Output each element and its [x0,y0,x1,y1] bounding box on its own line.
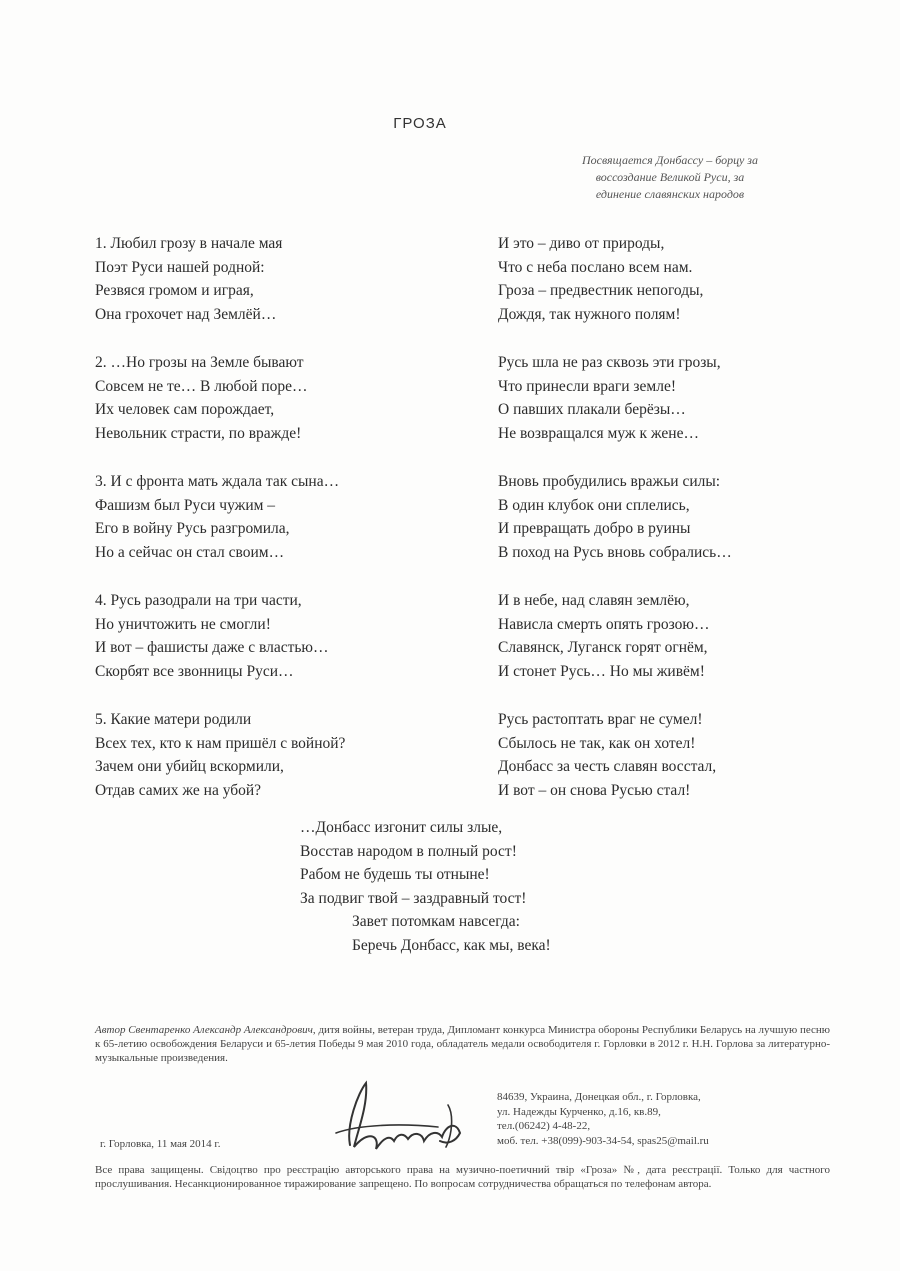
stanza [498,351,828,445]
stanza [498,470,828,564]
poem-line: 3. И с фронта мать ждала так сына… [95,473,340,490]
poem-right-column [498,232,828,827]
author-signature [328,1075,478,1155]
poem-line: 5. Какие матери родили [95,711,252,728]
poem-line: Славянск, Луганск горят огнём, [498,639,708,656]
poem-line: Зачем они убийц вскормили, [95,758,284,775]
poem-line: О павших плакали берёзы… [498,401,686,418]
stanza [95,470,445,564]
poem-line: 4. Русь разодрали на три части, [95,592,302,609]
poem-line: Поэт Руси нашей родной: [95,258,265,276]
address-line: тел.(06242) 4-48-22, [497,1120,591,1132]
poem-line: Гроза – предвестник непогоды, [498,282,704,299]
dedication-line: единение славянских народов [595,187,745,201]
author-note [95,1023,830,1065]
finale-line: Рабом не будешь ты отныне! [300,866,490,883]
author-address [497,1090,709,1148]
poem-finale [300,816,551,957]
poem-line: Что с неба послано всем нам. [498,258,693,276]
address-line: 84639, Украина, Донецкая обл., г. Горловка, [497,1091,701,1103]
dedication-line: воссоздание Великой Руси, за [595,170,745,184]
stanza [95,351,445,445]
poem-line: Их человек сам порождает, [95,401,275,418]
poem-line: Нависла смерть опять грозою… [498,615,710,633]
poem-line: Сбылось не так, как он хотел! [498,734,696,752]
poem-line: В поход на Русь вновь собрались… [498,543,732,561]
finale-line: Завет потомкам навсегда: [352,913,520,930]
poem-line: Русь шла не раз сквозь эти грозы, [498,354,721,371]
poem-line: 1. Любил грозу в начале мая [95,235,283,252]
poem-title: ГРОЗА [393,115,447,132]
poem-line: Невольник страсти, по вражде! [95,424,302,442]
address-line: моб. тел. +38(099)-903-34-54, spas25@mail.ru [497,1134,709,1147]
poem-line: Отдав самих же на убой? [95,781,262,799]
poem-line: И вот – фашисты даже с властью… [95,639,329,656]
copyright-notice [95,1163,830,1191]
poem-line: В один клубок они сплелись, [498,496,690,514]
rights-part2: , дата реєстрації [637,1164,720,1176]
stanza [498,589,828,683]
stanza [95,708,445,802]
poem-line: И в небе, над славян землёю, [498,592,690,609]
dedication-line: Посвящается Донбассу – борцу за [582,153,758,167]
address-line: ул. Надежды Курченко, д.16, кв.89, [497,1105,661,1118]
poem-line: И это – диво от природы, [498,235,665,252]
poem-line: Совсем не те… В любой поре… [95,377,308,395]
poem-line: Всех тех, кто к нам пришёл с войной? [95,734,346,752]
author-note-prefix: Автор [95,1024,129,1036]
poem-line: Что принесли враги земле! [498,377,677,395]
poem-line: Но а сейчас он стал своим… [95,543,285,561]
finale-line: …Донбасс изгонит силы злые, [300,819,503,836]
poem-line: Дождя, так нужного полям! [498,305,681,323]
poem-line: Его в войну Русь разгромила, [95,520,290,537]
finale-line: За подвиг твой – заздравный тост! [300,889,527,907]
poem-line: Но уничтожить не смогли! [95,615,271,633]
stanza [498,232,828,326]
stanza [95,232,445,326]
poem-line: 2. …Но грозы на Земле бывают [95,354,304,371]
poem-line: И стонет Русь… Но мы живём! [498,662,705,680]
place-date: г. Горловка, 11 мая 2014 г. [100,1138,221,1150]
poem-left-column [95,232,445,827]
poem-line: Не возвращался муж к жене… [498,424,699,442]
poem-line: И вот – он снова Русью стал! [498,781,691,799]
poem-line: Фашизм был Руси чужим – [95,496,276,514]
poem-line: Скорбят все звонницы Руси… [95,662,294,680]
stanza [498,708,828,802]
author-name: Свентаренко Александр Александрович [128,1024,313,1036]
stanza [95,589,445,683]
poem-line: И превращать добро в руины [498,520,691,537]
finale-line: Беречь Донбасс, как мы, века! [352,936,551,954]
author-note-text: , дитя войны, ветеран труда, Дипломант конкурса Министра обороны Республики Беларусь на лучшую песню к 65-летию освобождения Беларуси и 65-летия Победы 9 мая 2010 года, обладатель медали освободителя г. Горловки в 2012 г. Н.Н. Горлова за литературно-музыкальные произведения. [95,1024,831,1064]
poem-line: Вновь пробудились вражьи силы: [498,473,721,490]
finale-line: Восстав народом в полный рост! [300,842,517,860]
rights-part1: Все права защищены. Свідоцтво про реєстрацію авторського права на музично-поетичний твір «Гроза» № [95,1164,638,1176]
poem-line: Донбасс за честь славян восстал, [498,758,717,775]
rights-part3: . Только для частного прослушивания. Несанкционированное тиражирование запрещено. По вопросам сотрудничества обращаться по телефонам автора. [95,1164,831,1190]
poem-line: Русь растоптать враг не сумел! [498,711,703,728]
dedication [540,152,800,203]
poem-line: Резвяся громом и играя, [95,282,254,299]
poem-line: Она грохочет над Землёй… [95,305,277,323]
